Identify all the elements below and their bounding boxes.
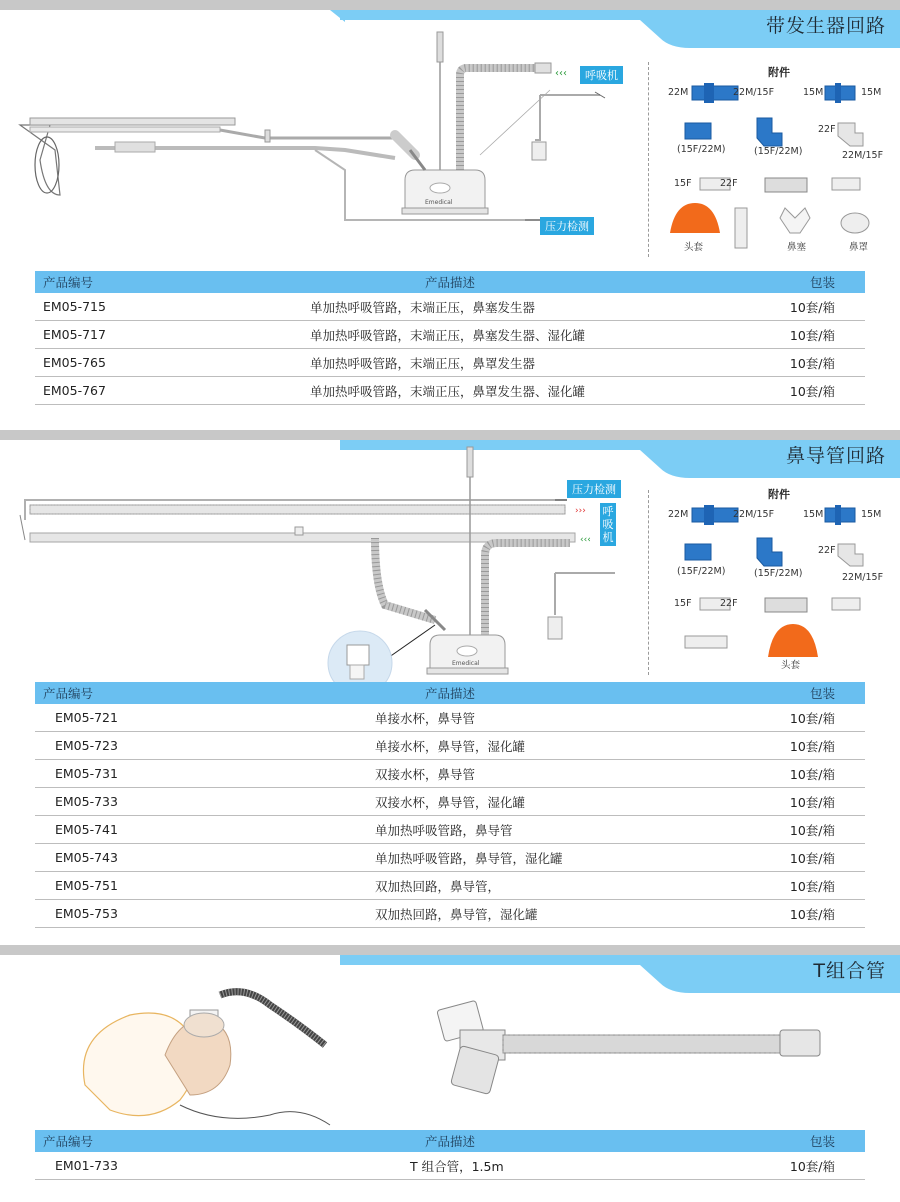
section-generator-circuit [0, 0, 900, 410]
table-row: EM05-717 单加热呼吸管路，末端正压，鼻塞发生器、湿化罐 10套/箱 [35, 321, 865, 349]
acc-label: 头套 [781, 660, 801, 671]
section-nasal-cannula-circuit [0, 430, 900, 935]
divider [648, 490, 649, 675]
acc-label: (15F/22M) [754, 568, 803, 579]
accessories-illustration [660, 78, 900, 258]
acc-label: (15F/22M) [677, 144, 726, 155]
acc-label: 15F [674, 178, 692, 189]
accessories-title: 附件 [768, 66, 790, 79]
table-header: 产品编号 产品描述 包装 [35, 1130, 865, 1152]
table-header: 产品编号 产品描述 包装 [35, 271, 865, 293]
acc-label: 鼻罩 [849, 242, 869, 253]
nasal-circuit-illustration [15, 445, 635, 685]
section-title: 鼻导管回路 [785, 445, 886, 467]
acc-label: 22M/15F [733, 509, 775, 520]
acc-label: 22M/15F [842, 150, 884, 161]
acc-label: 22F [720, 178, 738, 189]
product-table [35, 271, 865, 405]
table-row: EM05-751 双加热回路，鼻导管， 10套/箱 [35, 872, 865, 900]
acc-label: 15F [674, 598, 692, 609]
section-title: 带发生器回路 [765, 15, 886, 37]
acc-label: 22M [668, 509, 689, 520]
acc-label: 22M/15F [842, 572, 884, 583]
svg-text:›››: ››› [575, 506, 586, 516]
table-row: EM05-743 单加热呼吸管路，鼻导管，湿化罐 10套/箱 [35, 844, 865, 872]
acc-label: (15F/22M) [677, 566, 726, 577]
acc-label: 22M/15F [733, 87, 775, 98]
t-piece-patient-illustration [70, 975, 340, 1135]
svg-text:‹‹‹: ‹‹‹ [580, 535, 591, 545]
divider [648, 62, 649, 257]
accessories-illustration [660, 502, 900, 672]
table-row: EM05-765 单加热呼吸管路，末端正压，鼻罩发生器 10套/箱 [35, 349, 865, 377]
acc-label: 15M [861, 509, 882, 520]
table-row: EM05-767 单加热呼吸管路，末端正压，鼻罩发生器、湿化罐 10套/箱 [35, 377, 865, 405]
acc-label: 头套 [684, 242, 704, 253]
table-header: 产品编号 产品描述 包装 [35, 682, 865, 704]
acc-label: 15M [861, 87, 882, 98]
ventilator-tag: 呼吸机 [580, 66, 623, 84]
ventilator-tag: 呼吸机 [600, 503, 616, 546]
headgear-icon [768, 624, 818, 657]
product-table [35, 682, 865, 928]
section-t-piece [0, 945, 900, 1195]
pressure-tag: 压力检测 [567, 480, 621, 498]
table-row: EM01-733 T 组合管，1.5m 10套/箱 [35, 1152, 865, 1180]
acc-label: 22F [720, 598, 738, 609]
svg-text:‹‹‹: ‹‹‹ [555, 68, 567, 79]
table-row: EM05-715 单加热呼吸管路，末端正压，鼻塞发生器 10套/箱 [35, 293, 865, 321]
section-title: T组合管 [813, 960, 886, 982]
acc-label: 22F [818, 124, 836, 135]
pressure-tag: 压力检测 [540, 217, 594, 235]
table-row: EM05-731 双接水杯，鼻导管 10套/箱 [35, 760, 865, 788]
table-row: EM05-753 双加热回路，鼻导管，湿化罐 10套/箱 [35, 900, 865, 928]
table-row: EM05-733 双接水杯，鼻导管，湿化罐 10套/箱 [35, 788, 865, 816]
table-row: EM05-723 单接水杯，鼻导管，湿化罐 10套/箱 [35, 732, 865, 760]
acc-label: 22F [818, 545, 836, 556]
acc-label: 15M [803, 509, 824, 520]
acc-label: 鼻塞 [787, 242, 807, 253]
acc-label: (15F/22M) [754, 146, 803, 157]
acc-label: 15M [803, 87, 824, 98]
svg-text:Emedical: Emedical [452, 660, 480, 667]
accessories-title: 附件 [768, 488, 790, 501]
acc-label: 22M [668, 87, 689, 98]
table-row: EM05-741 单加热呼吸管路，鼻导管 10套/箱 [35, 816, 865, 844]
t-piece-icon [435, 990, 835, 1100]
headgear-icon [670, 203, 720, 233]
product-table [35, 1130, 865, 1180]
svg-text:Emedical: Emedical [425, 199, 453, 206]
table-row: EM05-721 单接水杯，鼻导管 10套/箱 [35, 704, 865, 732]
